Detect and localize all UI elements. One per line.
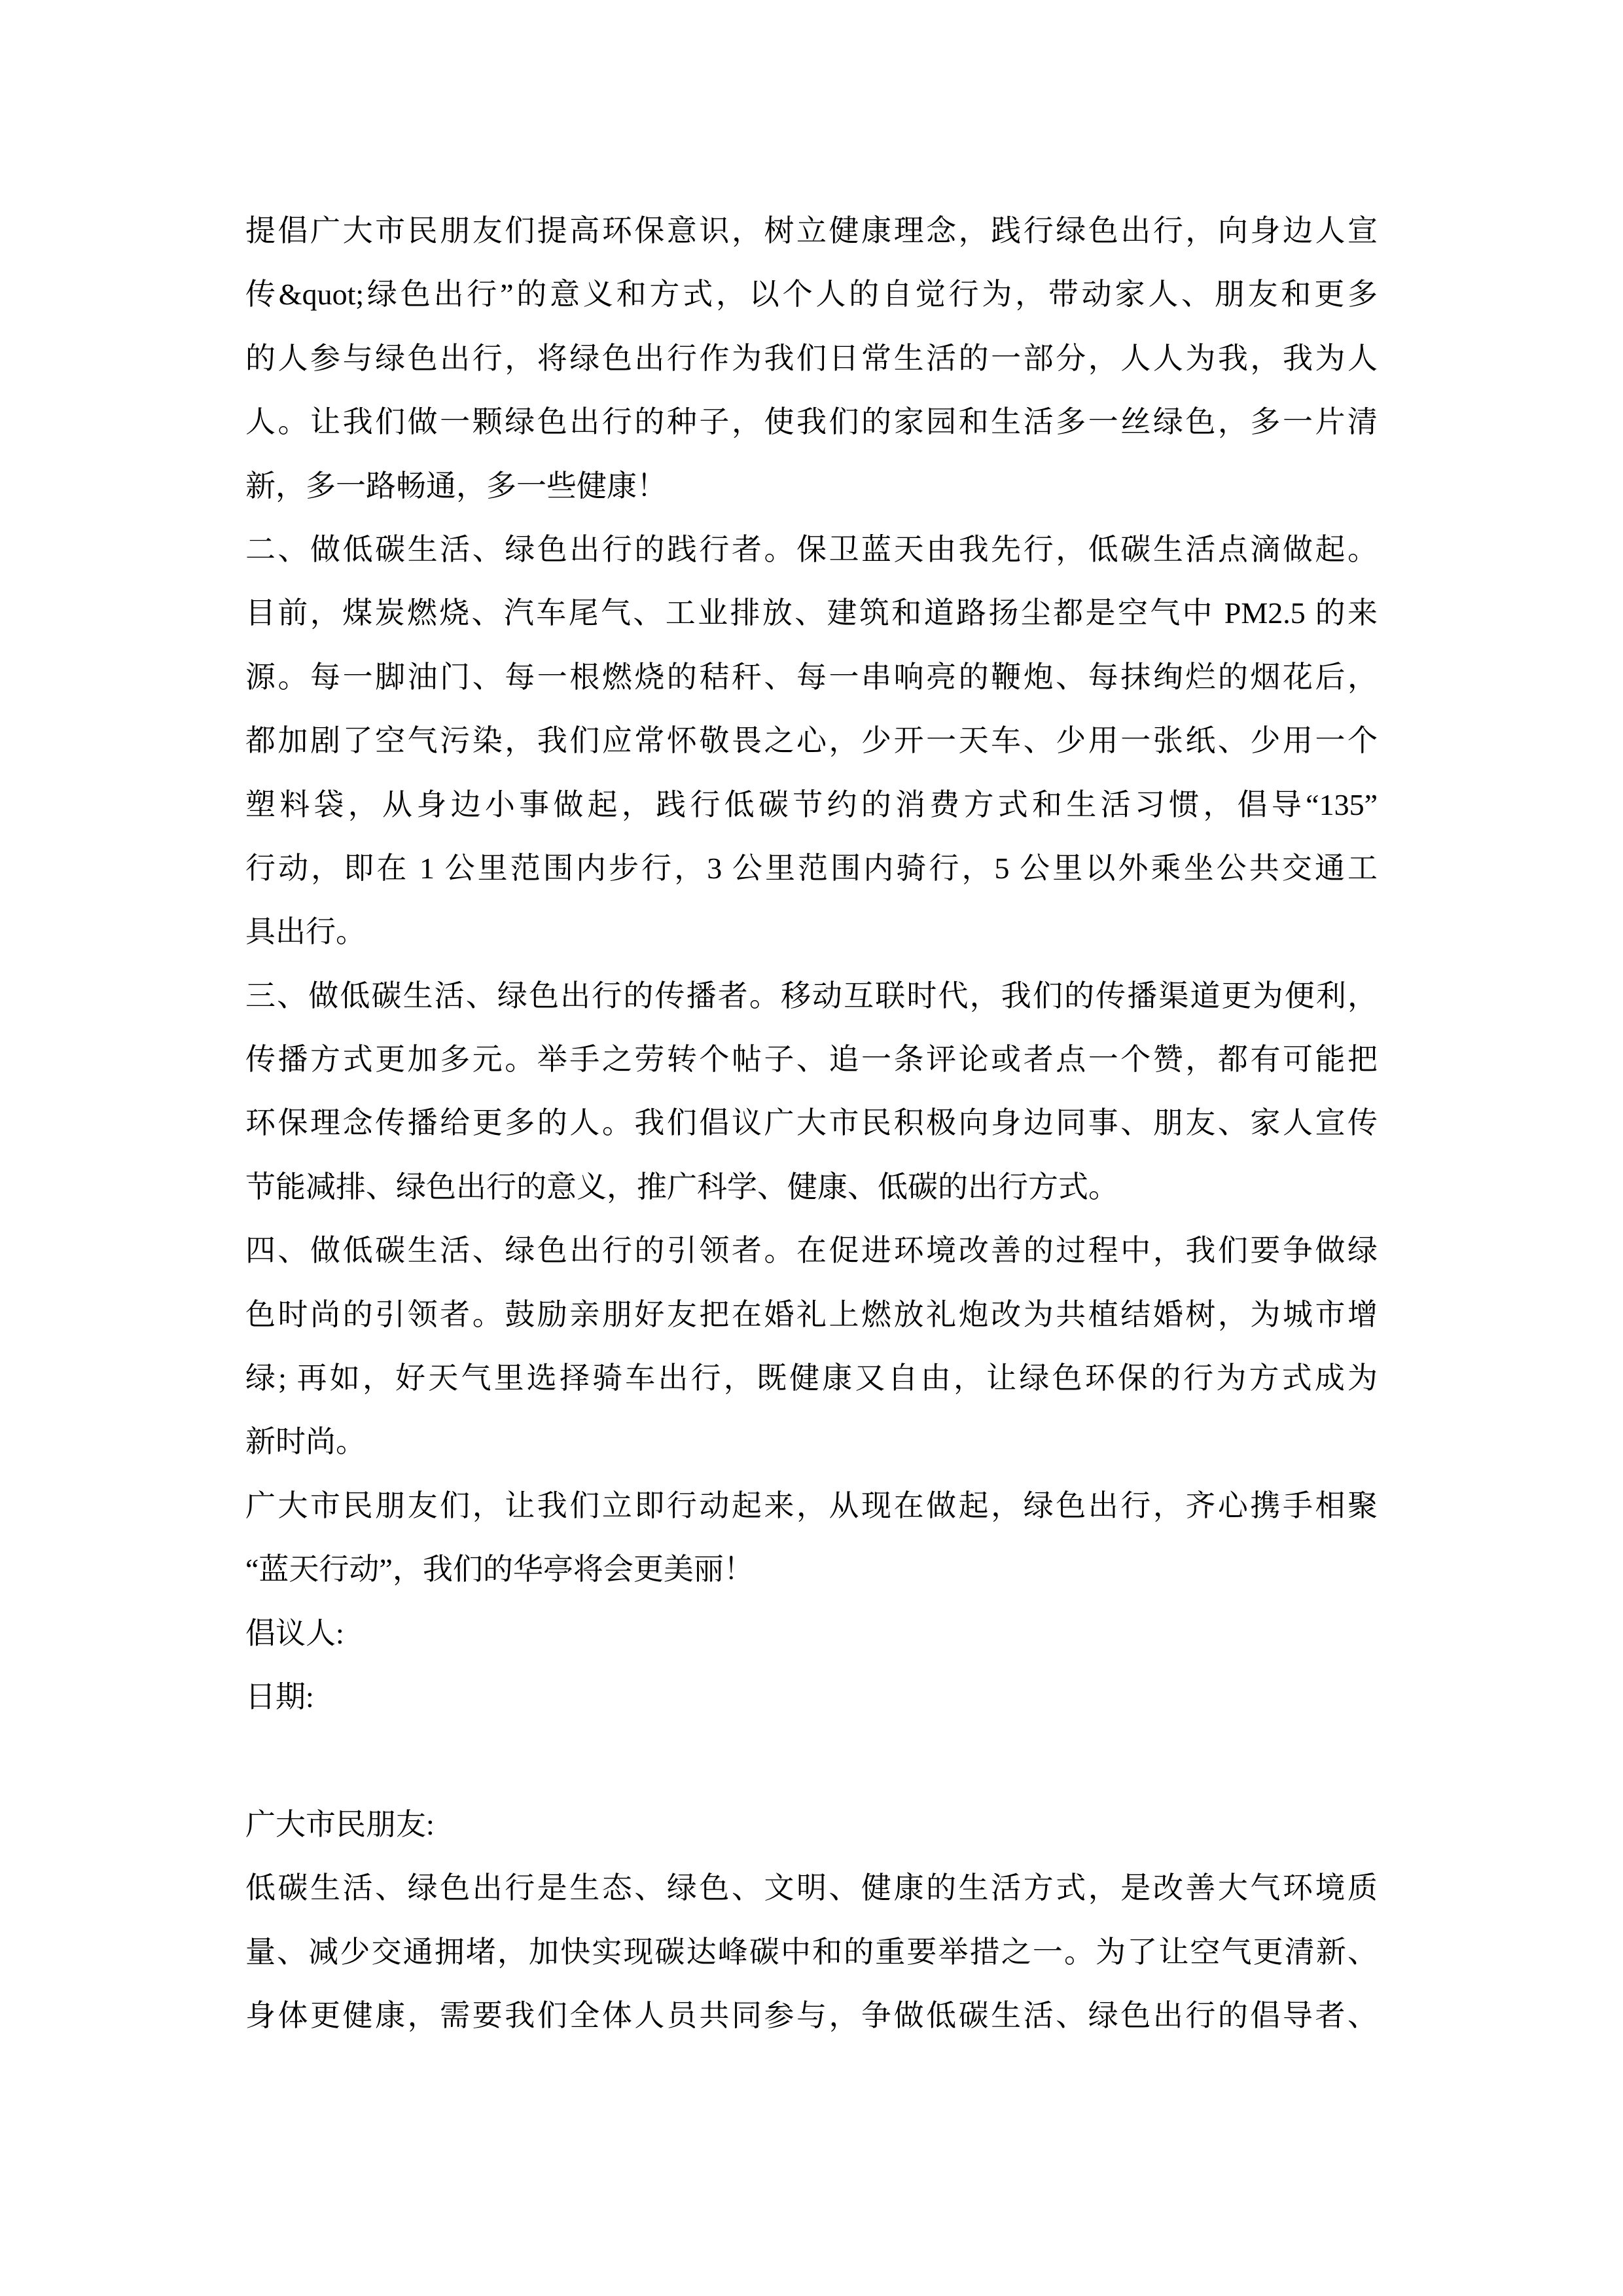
- doc-line: 行动，即在 1 公里范围内步行，3 公里范围内骑行，5 公里以外乘坐公共交通工: [245, 851, 1378, 885]
- doc-line: 新时尚。: [245, 1425, 366, 1459]
- doc-line: 人。让我们做一颗绿色出行的种子，使我们的家园和生活多一丝绿色，多一片清: [245, 405, 1378, 439]
- doc-line: 环保理念传播给更多的人。我们倡议广大市民积极向身边同事、朋友、家人宣传: [245, 1106, 1378, 1140]
- doc-line: 的人参与绿色出行，将绿色出行作为我们日常生活的一部分，人人为我，我为人: [245, 341, 1378, 375]
- doc-line: 传&quot;绿色出行”的意义和方式，以个人的自觉行为，带动家人、朋友和更多: [245, 278, 1378, 312]
- doc-line: 源。每一脚油门、每一根燃烧的秸秆、每一串响亮的鞭炮、每抹绚烂的烟花后，: [245, 660, 1378, 694]
- proposer-label-line: 倡议人:: [245, 1616, 344, 1650]
- doc-line: 低碳生活、绿色出行是生态、绿色、文明、健康的生活方式，是改善大气环境质: [245, 1871, 1378, 1905]
- document-body: [245, 199, 1378, 2047]
- doc-line: 二、做低碳生活、绿色出行的践行者。保卫蓝天由我先行，低碳生活点滴做起。: [245, 532, 1378, 566]
- doc-line: “蓝天行动”，我们的华亭将会更美丽！: [245, 1552, 754, 1587]
- doc-line: 三、做低碳生活、绿色出行的传播者。移动互联时代，我们的传播渠道更为便利，: [245, 978, 1378, 1013]
- doc-line: 节能减排、绿色出行的意义，推广科学、健康、低碳的出行方式。: [245, 1170, 1118, 1204]
- doc-line: 提倡广大市民朋友们提高环保意识，树立健康理念，践行绿色出行，向身边人宣: [245, 214, 1378, 247]
- doc-line: 新，多一路畅通，多一些健康！: [245, 469, 667, 503]
- doc-line: 广大市民朋友们，让我们立即行动起来，从现在做起，绿色出行，齐心携手相聚: [245, 1488, 1378, 1522]
- doc-line: 都加剧了空气污染，我们应常怀敬畏之心，少开一天车、少用一张纸、少用一个: [245, 724, 1378, 758]
- doc-line: 绿; 再如，好天气里选择骑车出行，既健康又自由，让绿色环保的行为方式成为: [245, 1361, 1378, 1395]
- doc-line: 四、做低碳生活、绿色出行的引领者。在促进环境改善的过程中，我们要争做绿: [245, 1234, 1378, 1268]
- doc-line: 身体更健康，需要我们全体人员共同参与，争做低碳生活、绿色出行的倡导者、: [245, 1998, 1378, 2032]
- date-label-line: 日期:: [245, 1679, 314, 1713]
- doc-line: 塑料袋，从身边小事做起，践行低碳节约的消费方式和生活习惯，倡导“135”: [245, 787, 1378, 821]
- doc-line: 色时尚的引领者。鼓励亲朋好友把在婚礼上燃放礼炮改为共植结婚树，为城市增: [245, 1297, 1378, 1331]
- doc-line: 具出行。: [245, 915, 366, 949]
- doc-line: 目前，煤炭燃烧、汽车尾气、工业排放、建筑和道路扬尘都是空气中 PM2.5 的来: [245, 596, 1378, 630]
- doc-line: 传播方式更加多元。举手之劳转个帖子、追一条评论或者点一个赞，都有可能把: [245, 1043, 1378, 1077]
- blank-line: [245, 1729, 1378, 1792]
- doc-line: 量、减少交通拥堵，加快实现碳达峰碳中和的重要举措之一。为了让空气更清新、: [245, 1935, 1378, 1969]
- salutation-line: 广大市民朋友:: [245, 1807, 435, 1841]
